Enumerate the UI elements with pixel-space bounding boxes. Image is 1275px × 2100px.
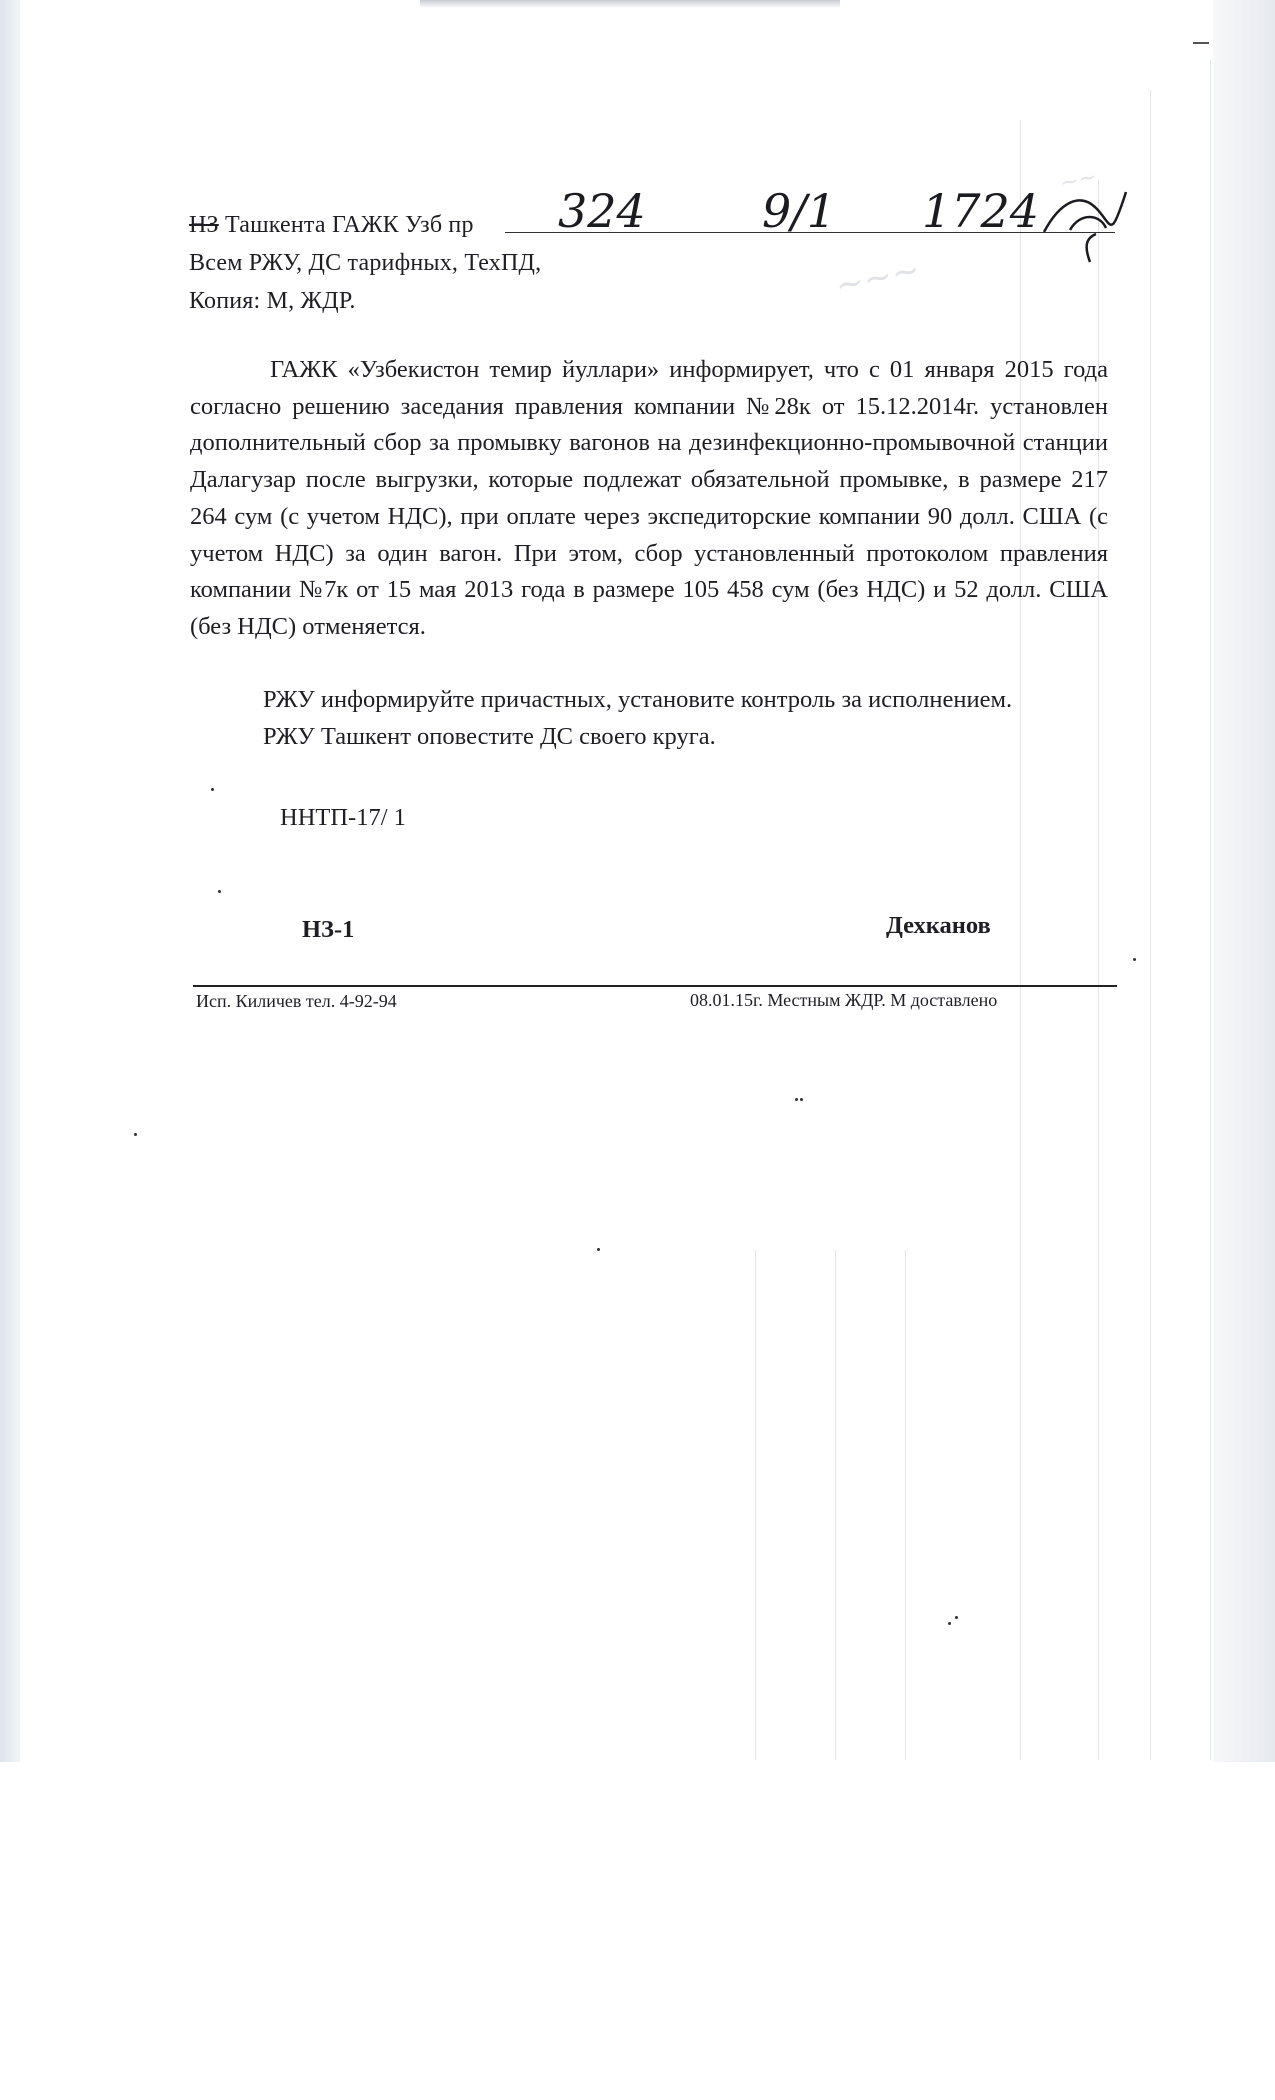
scan-speck [597, 1248, 600, 1251]
handwritten-date: 9/1 [762, 184, 837, 238]
scan-top-smear [420, 0, 840, 8]
scan-speck [948, 1622, 951, 1625]
scan-speck [211, 788, 214, 791]
struck-prefix: НЗ [189, 212, 219, 238]
scan-streak [755, 1250, 756, 1760]
signatory-code: НЗ-1 [302, 916, 355, 943]
scan-speck [795, 1098, 798, 1101]
scan-edge-mark [1193, 42, 1209, 44]
copy-line: Копия: М, ЖДР. [189, 288, 356, 314]
sender-text: Ташкента ГАЖК Узб пр [224, 212, 474, 238]
scan-speck [955, 1616, 958, 1619]
reference-code: ННТП-17/ 1 [280, 804, 406, 831]
scan-speck [218, 890, 221, 893]
scan-streak [1210, 60, 1211, 1760]
scan-streak [835, 1250, 836, 1760]
scan-speck [1133, 958, 1136, 961]
handwritten-time: 1724 [922, 184, 1040, 238]
handwritten-number: 324 [558, 184, 646, 238]
sender-line [189, 208, 474, 242]
delivery-note: 08.01.15г. Местным ЖДР. М доставлено [690, 990, 998, 1010]
signatory-name: Дехканов [886, 912, 991, 939]
executor-info: Исп. Киличев тел. 4-92-94 [196, 991, 397, 1011]
scan-streak [905, 1250, 906, 1760]
faint-stamp-impression: ~~ [1057, 164, 1100, 197]
scan-streak [1150, 90, 1151, 1760]
body-instruction-2: РЖУ Ташкент оповестите ДС своего круга. [263, 723, 716, 750]
recipients-line: Всем РЖУ, ДС тарифных, ТехПД, [189, 250, 542, 276]
scan-speck [800, 1098, 803, 1101]
scan-left-edge [0, 0, 20, 1762]
footer-divider [193, 985, 1117, 987]
faint-stamp-impression: ~~~ [831, 249, 924, 307]
scan-right-edge [1213, 0, 1275, 1762]
scan-speck [134, 1133, 137, 1136]
body-instruction-1: РЖУ информируйте причастных, установите контроль за исполнением. [263, 686, 1013, 713]
body-paragraph: ГАЖК «Узбекистон темир йуллари» информирует, что с 01 января 2015 года согласно решению заседания правления компании №28к от 15.12.2014г. установлен дополнительный сбор за промывку вагонов на дезинфекционно-промывочной станции Далагузар после выгрузки, которые подлежат обязательной промывке, в размере 217 264 сум (с учетом НДС), при оплате через экспедиторские компании 90 долл. США (с учетом НДС) за один вагон. При этом, сбор установленный протоколом правления компании №7к от 15 мая 2013 года в размере 105 458 сум (без НДС) и 52 долл. США (без НДС) отменяется. [190, 356, 1108, 640]
handwritten-scribble [1040, 172, 1130, 282]
